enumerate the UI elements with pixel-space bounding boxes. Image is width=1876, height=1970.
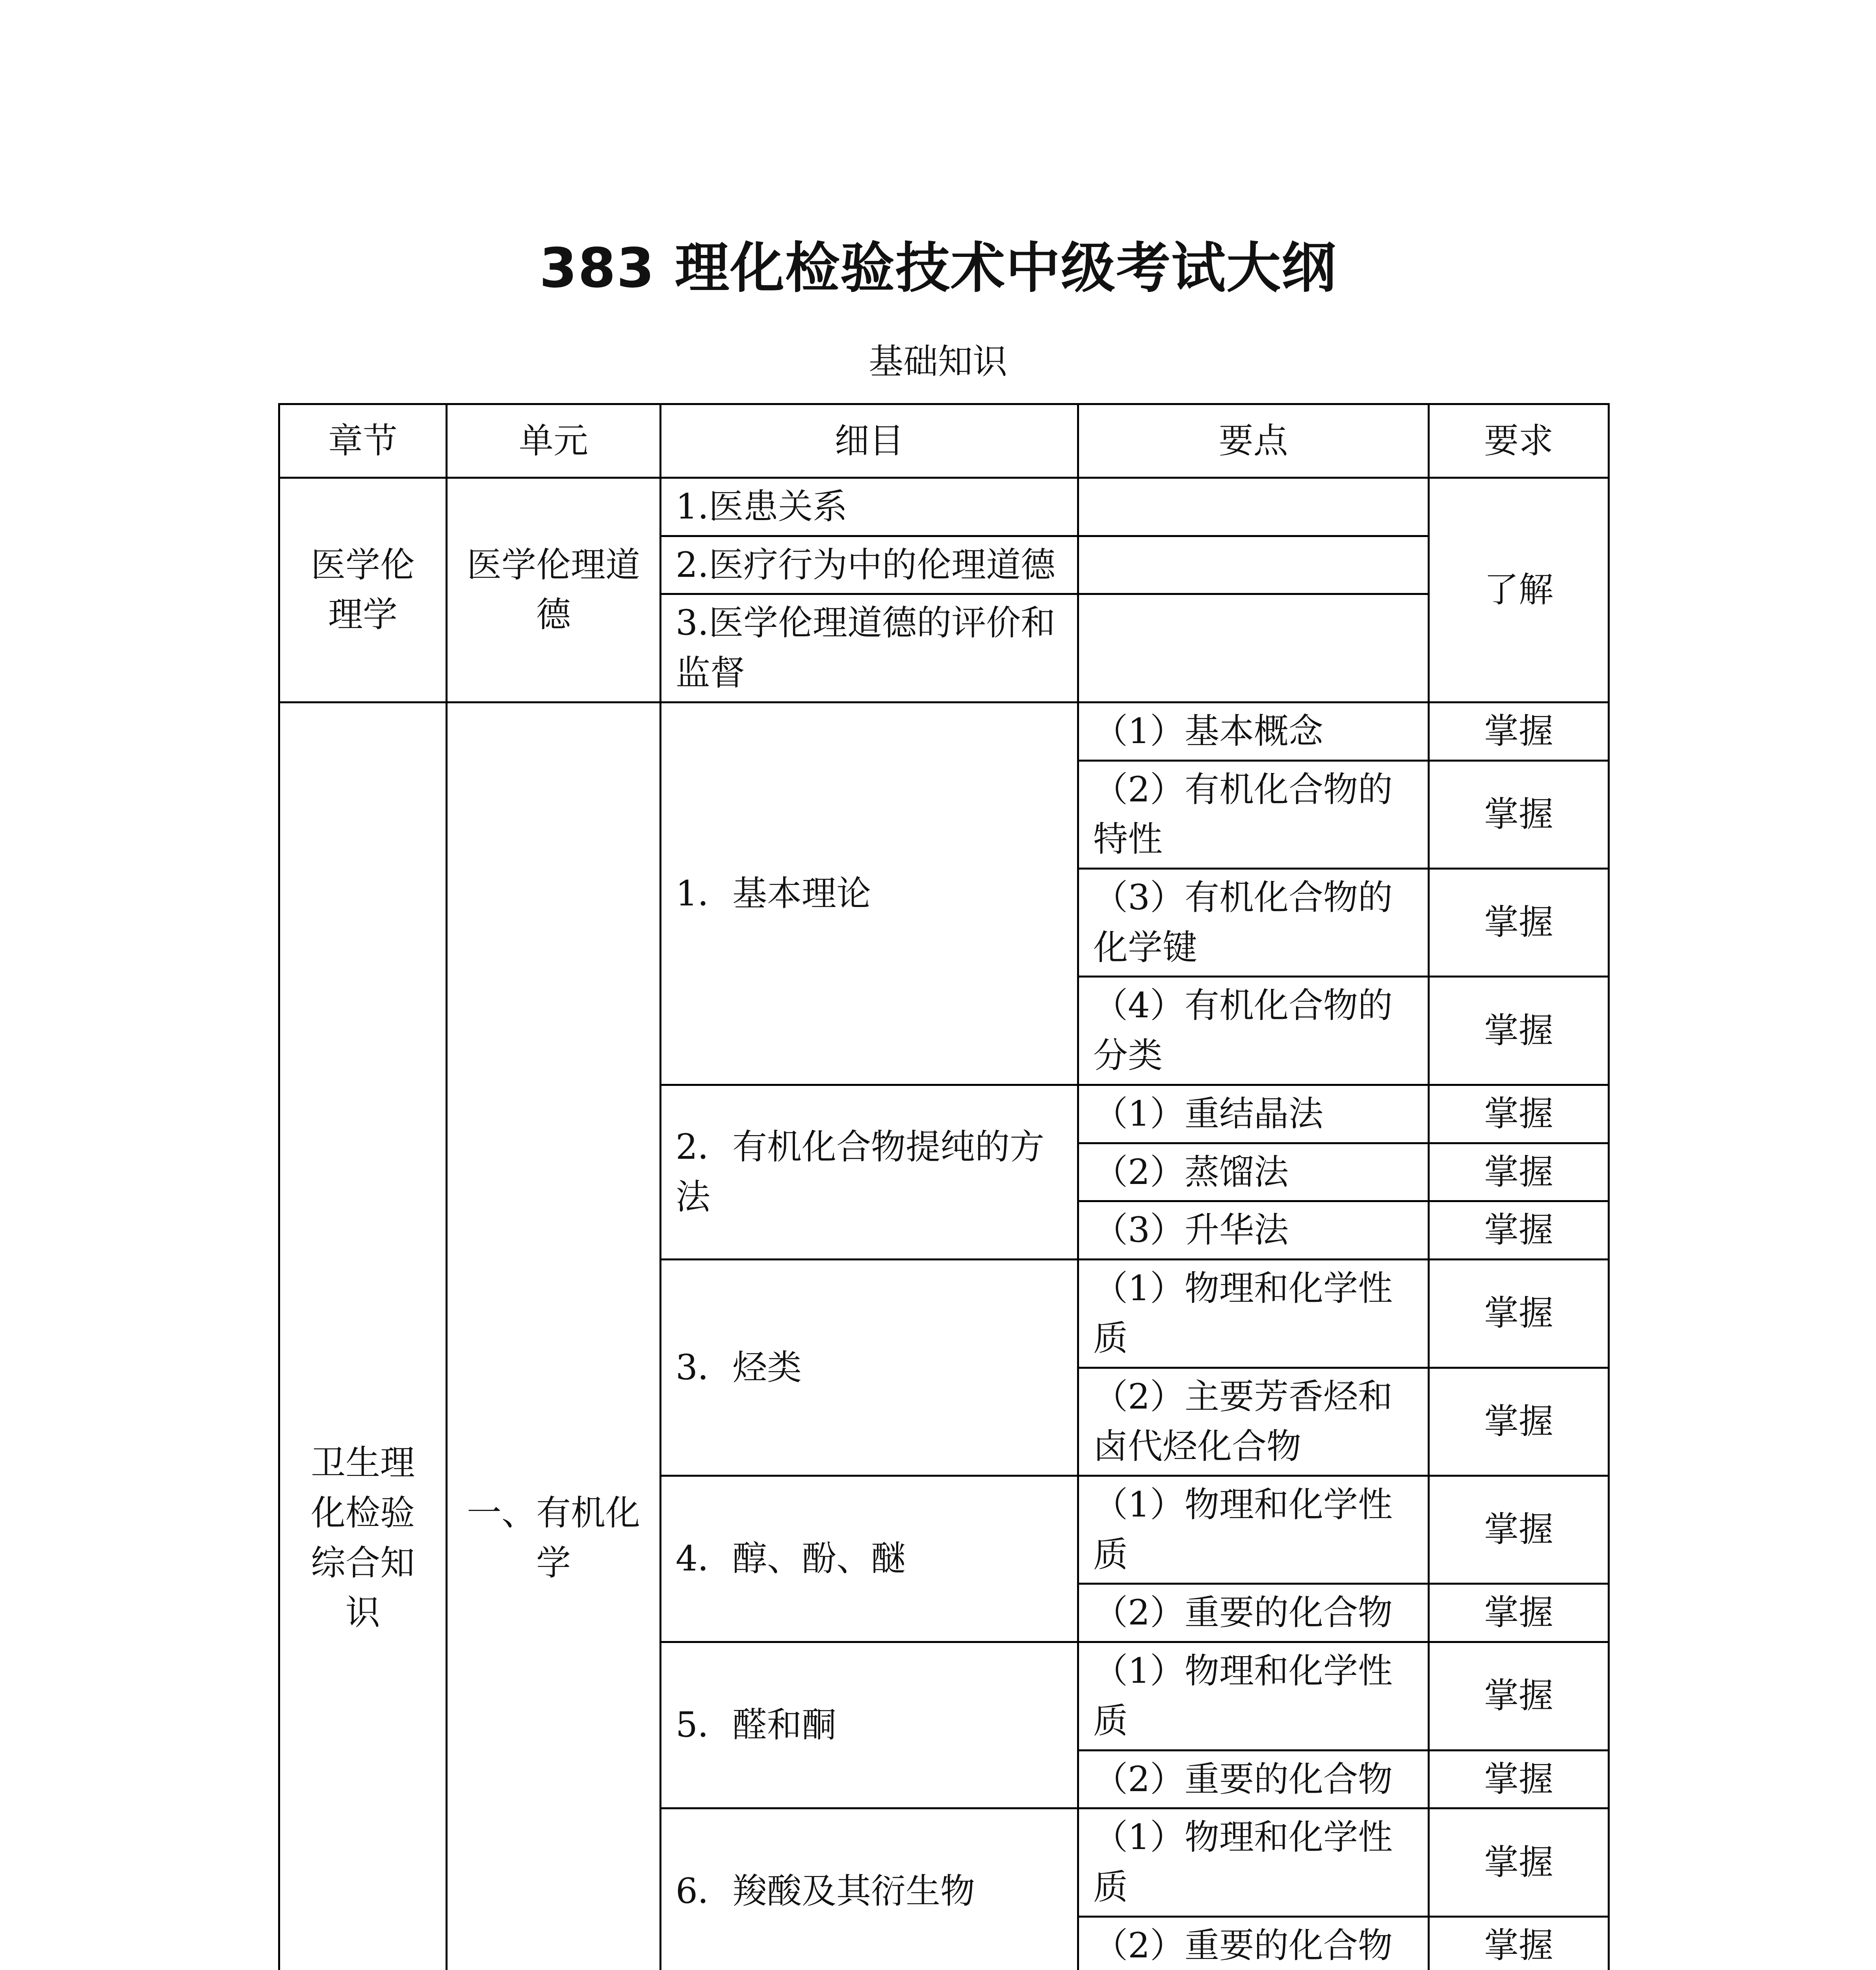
syllabus-table — [278, 403, 1610, 1970]
section-subtitle: 基础知识 — [868, 341, 1007, 382]
header-unit: 单元 — [447, 404, 661, 478]
point-cell-empty — [1078, 536, 1429, 594]
requirement-cell: 掌握 — [1429, 1750, 1609, 1808]
requirement-cell: 掌握 — [1429, 869, 1609, 977]
item-cell: 1.医患关系 — [661, 478, 1078, 536]
point-cell: （2）重要的化合物 — [1078, 1750, 1429, 1808]
unit-cell: 一、有机化学 — [447, 702, 661, 1970]
item-cell: 3．烃类 — [661, 1260, 1078, 1476]
point-cell: （2）重要的化合物 — [1078, 1916, 1429, 1970]
point-cell: （2）有机化合物的特性 — [1078, 760, 1429, 868]
table-header-row — [279, 404, 1609, 478]
header-item: 细目 — [661, 404, 1078, 478]
item-cell: 2.医疗行为中的伦理道德 — [661, 536, 1078, 594]
point-cell: （2）主要芳香烃和卤代烃化合物 — [1078, 1368, 1429, 1476]
table-row — [279, 478, 1609, 536]
requirement-cell: 掌握 — [1429, 1916, 1609, 1970]
requirement-cell: 掌握 — [1429, 1368, 1609, 1476]
point-cell: （3）有机化合物的化学键 — [1078, 869, 1429, 977]
requirement-cell: 掌握 — [1429, 760, 1609, 868]
item-cell: 6．羧酸及其衍生物 — [661, 1808, 1078, 1970]
point-cell: （1）重结晶法 — [1078, 1085, 1429, 1143]
requirement-cell: 掌握 — [1429, 977, 1609, 1085]
point-cell: （1）物理和化学性质 — [1078, 1476, 1429, 1583]
header-requirement: 要求 — [1429, 404, 1609, 478]
point-cell: （1）基本概念 — [1078, 702, 1429, 760]
point-cell: （1）物理和化学性质 — [1078, 1642, 1429, 1750]
item-cell: 2．有机化合物提纯的方法 — [661, 1085, 1078, 1259]
requirement-cell: 掌握 — [1429, 1808, 1609, 1916]
item-cell: 3.医学伦理道德的评价和监督 — [661, 594, 1078, 702]
item-cell: 5．醛和酮 — [661, 1642, 1078, 1808]
point-cell: （2）蒸馏法 — [1078, 1143, 1429, 1201]
requirement-cell: 掌握 — [1429, 1085, 1609, 1143]
header-point: 要点 — [1078, 404, 1429, 478]
item-cell: 4．醇、酚、醚 — [661, 1476, 1078, 1642]
table-row — [279, 702, 1609, 760]
requirement-cell: 掌握 — [1429, 1476, 1609, 1583]
point-cell: （1）物理和化学性质 — [1078, 1808, 1429, 1916]
requirement-cell: 掌握 — [1429, 1584, 1609, 1642]
unit-cell: 医学伦理道德 — [447, 478, 661, 703]
requirement-cell: 掌握 — [1429, 702, 1609, 760]
point-cell-empty — [1078, 594, 1429, 702]
requirement-cell: 掌握 — [1429, 1642, 1609, 1750]
requirement-cell: 了解 — [1429, 478, 1609, 703]
requirement-cell: 掌握 — [1429, 1201, 1609, 1260]
requirement-cell: 掌握 — [1429, 1260, 1609, 1368]
chapter-cell: 医学伦理学 — [279, 478, 447, 703]
requirement-cell: 掌握 — [1429, 1143, 1609, 1201]
item-cell: 1．基本理论 — [661, 702, 1078, 1085]
header-chapter: 章节 — [279, 404, 447, 478]
point-cell: （2）重要的化合物 — [1078, 1584, 1429, 1642]
point-cell: （4）有机化合物的分类 — [1078, 977, 1429, 1085]
section-organic-chemistry — [279, 702, 1609, 1970]
point-cell: （3）升华法 — [1078, 1201, 1429, 1260]
point-cell-empty — [1078, 478, 1429, 536]
section-ethics — [279, 478, 1609, 703]
document-title: 383 理化检验技术中级考试大纲 — [539, 236, 1337, 300]
chapter-cell: 卫生理化检验综合知识 — [279, 702, 447, 1970]
point-cell: （1）物理和化学性质 — [1078, 1260, 1429, 1368]
